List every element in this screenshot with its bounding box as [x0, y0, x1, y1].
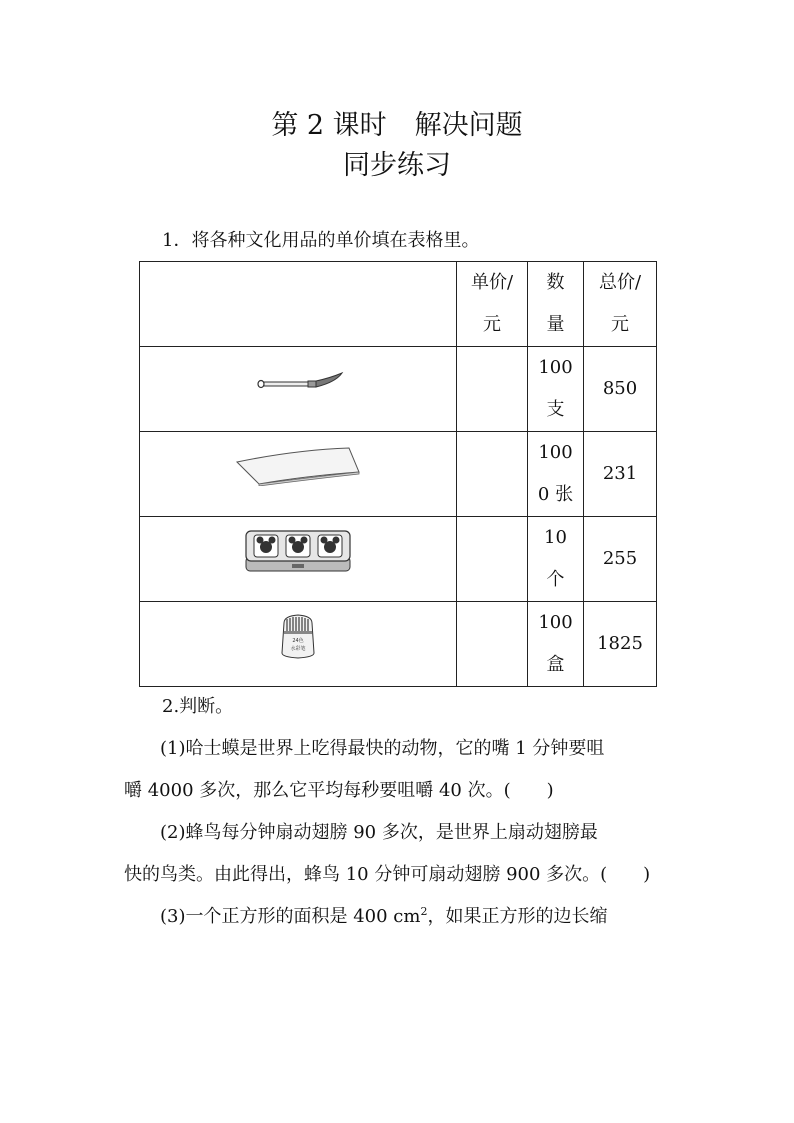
- price-answer-input[interactable]: [457, 432, 528, 517]
- subtitle: 同步练习: [343, 150, 451, 181]
- crayon-box-count: 24色: [292, 638, 304, 644]
- question-1-prompt: 1．将各种文化用品的单价填在表格里。: [162, 230, 480, 251]
- item-cell: [140, 347, 457, 432]
- table-row: [140, 432, 657, 517]
- lesson-title: [0, 108, 794, 144]
- price-answer-input[interactable]: [457, 347, 528, 432]
- crayon-box-icon: [278, 613, 318, 675]
- paper-icon: [235, 446, 361, 502]
- quantity-cell: 100 0 张: [528, 432, 584, 517]
- brush-icon: [252, 368, 344, 410]
- header-quantity: 数 量: [528, 262, 584, 347]
- total-cell: 1825: [584, 602, 657, 687]
- table-row: [140, 517, 657, 602]
- question-2: [124, 686, 680, 938]
- item-cell: [140, 517, 457, 602]
- header-price: 单价/ 元: [457, 262, 528, 347]
- quantity-cell: 100 盒: [528, 602, 584, 687]
- pencil-case-icon: [244, 527, 352, 591]
- judgement-item-3: (3)一个正方形的面积是 400 $cm^2$，如果正方形的边长缩: [160, 905, 608, 927]
- item-cell: [140, 432, 457, 517]
- question-2-heading: 2.判断。: [162, 696, 234, 717]
- lesson-topic: 解决问题: [414, 110, 523, 141]
- total-cell: 850: [584, 347, 657, 432]
- quantity-cell: 100 支: [528, 347, 584, 432]
- table-row: [140, 602, 657, 687]
- header-total: 总价/ 元: [584, 262, 657, 347]
- total-cell: 255: [584, 517, 657, 602]
- header-item-cell: [140, 262, 457, 347]
- table-header-row: [140, 262, 657, 347]
- quantity-cell: 10 个: [528, 517, 584, 602]
- total-cell: 231: [584, 432, 657, 517]
- price-table: [139, 261, 657, 687]
- price-answer-input[interactable]: [457, 602, 528, 687]
- price-answer-input[interactable]: [457, 517, 528, 602]
- lesson-number: 第 2 课时: [271, 110, 387, 141]
- item-cell: [140, 602, 457, 687]
- crayon-box-label: 水彩笔: [290, 646, 306, 652]
- judgement-item-2: (2)蜂鸟每分钟扇动翅膀 90 多次，是世界上扇动翅膀最 快的鸟类。由此得出，蜂鸟 10 分钟可扇动翅膀 900 多次。( ): [124, 822, 651, 885]
- table-row: [140, 347, 657, 432]
- judgement-item-1: (1)哈士蟆是世界上吃得最快的动物，它的嘴 1 分钟要咀 嚼 4000 多次，那么它平均每秒要咀嚼 40 次。( ): [124, 738, 605, 801]
